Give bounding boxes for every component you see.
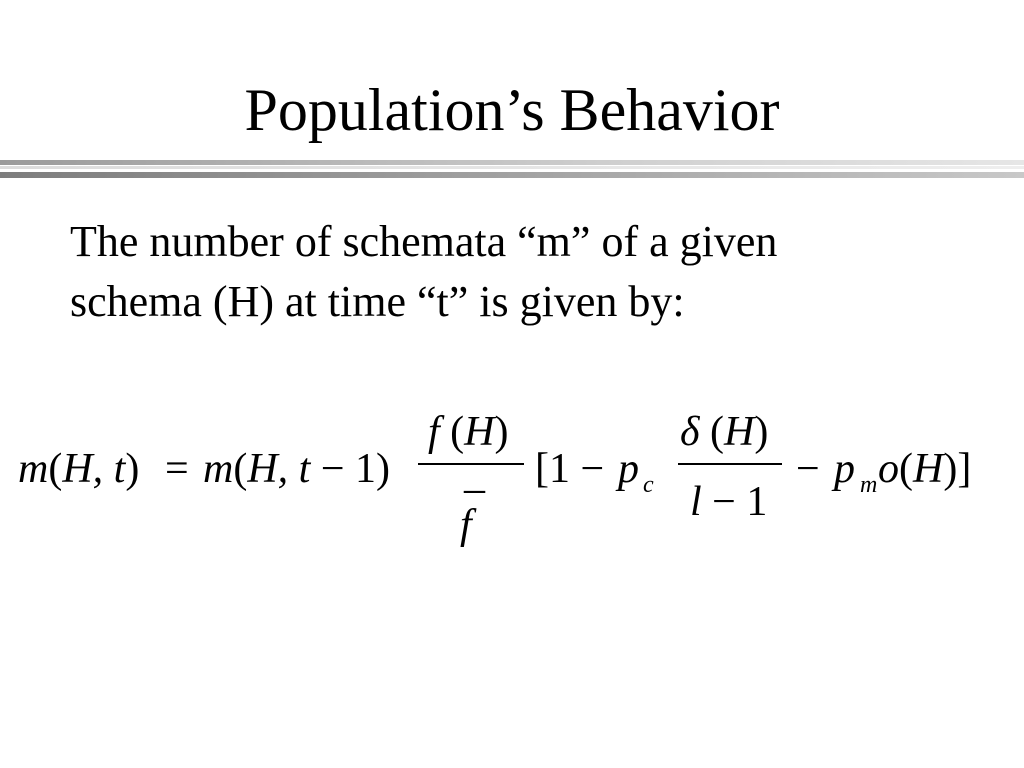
equation-rhs-term: m(H, t − 1) — [203, 446, 391, 492]
p-mutation: p — [834, 446, 855, 492]
bracket-term: [1 − — [535, 446, 605, 492]
fraction-2-denominator: l − 1 — [690, 479, 768, 525]
fraction-1-numerator: f (H) — [428, 409, 509, 455]
subscript-c: c — [643, 472, 654, 498]
title-divider-top — [0, 160, 1024, 165]
fraction-1-denominator: f — [460, 502, 472, 548]
equals-sign: = — [165, 446, 189, 492]
subscript-m: m — [860, 472, 878, 498]
minus-sign: − — [796, 446, 820, 492]
body-text — [70, 212, 970, 332]
title-divider-bottom — [0, 172, 1024, 178]
title-divider-middle — [0, 166, 1024, 169]
p-crossover: p — [618, 446, 639, 492]
body-line-1: The number of schemata “m” of a given — [70, 217, 778, 266]
slide-title: Population’s Behavior — [244, 77, 780, 143]
fraction-2-numerator: δ (H) — [680, 409, 769, 455]
order-term: o(H)] — [878, 446, 972, 492]
schema-theorem-equation — [0, 390, 1024, 580]
equation-svg — [0, 390, 1024, 580]
f-bar-accent: – — [464, 466, 485, 512]
equation-lhs: m(H, t) — [18, 446, 140, 492]
body-line-2: schema (H) at time “t” is given by: — [70, 277, 685, 326]
